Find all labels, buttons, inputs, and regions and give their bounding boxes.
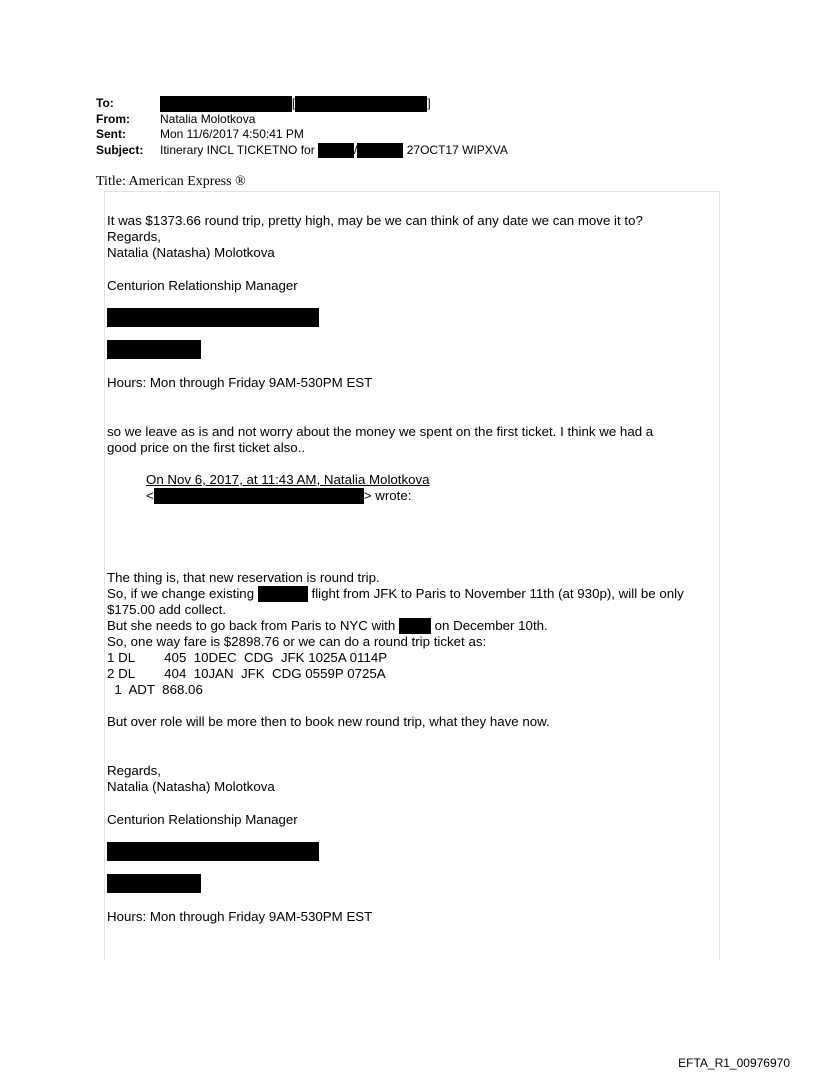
body-line: But she needs to go back from Paris to NYC with on December 10th. — [107, 618, 548, 633]
quote-attribution-email: < > wrote: — [146, 488, 412, 503]
redaction-block — [318, 143, 354, 158]
subject-suffix: 27OCT17 WIPXVA — [406, 142, 508, 157]
quote-attribution: On Nov 6, 2017, at 11:43 AM, Natalia Molotkova — [146, 472, 430, 487]
from-label: From: — [96, 111, 130, 126]
subject-prefix: Itinerary INCL TICKETNO for — [160, 142, 315, 157]
body-line: So, if we change existing flight from JFK to Paris to November 11th (at 930p), will be only — [107, 586, 684, 601]
redaction-block — [107, 874, 201, 893]
sent-label: Sent: — [96, 127, 126, 141]
body-line: good price on the first ticket also.. — [107, 440, 306, 455]
fare-line: 1 ADT 868.06 — [107, 682, 203, 697]
itinerary-line: 1 DL 405 10DEC CDG JFK 1025A 0114P — [107, 650, 388, 665]
to-label: To: — [96, 96, 114, 110]
signature-name: Natalia (Natasha) Molotkova — [107, 245, 275, 260]
subject-label: Subject: — [96, 142, 144, 157]
redaction-block — [160, 96, 292, 112]
body-line: It was $1373.66 round trip, pretty high, may be we can think of any date we can move it to? — [107, 213, 643, 228]
redaction-block — [107, 340, 201, 359]
regards: Regards, — [107, 763, 161, 778]
signature-hours: Hours: Mon through Friday 9AM-530PM EST — [107, 375, 373, 390]
to-bracket-open: [ — [292, 96, 296, 111]
document-id: EFTA_R1_00976970 — [678, 1056, 790, 1070]
document-title: Title: American Express ® — [96, 174, 246, 189]
signature-hours: Hours: Mon through Friday 9AM-530PM EST — [107, 909, 373, 924]
redaction-block — [258, 586, 308, 602]
redaction-block — [357, 143, 403, 158]
body-line: $175.00 add collect. — [107, 602, 227, 617]
signature-role: Centurion Relationship Manager — [107, 812, 298, 827]
body-line: The thing is, that new reservation is round trip. — [107, 570, 380, 585]
redaction-block — [107, 308, 319, 327]
body-line: But over role will be more then to book new round trip, what they have now. — [107, 714, 550, 729]
signature-role: Centurion Relationship Manager — [107, 278, 298, 293]
redaction-block — [295, 96, 427, 112]
from-value: Natalia Molotkova — [160, 111, 256, 126]
redaction-block — [154, 488, 364, 504]
to-bracket-close: ] — [427, 96, 431, 111]
body-line: so we leave as is and not worry about the money we spent on the first ticket. I think we had a — [107, 424, 654, 439]
signature-name: Natalia (Natasha) Molotkova — [107, 779, 275, 794]
sent-value: Mon 11/6/2017 4:50:41 PM — [160, 127, 304, 141]
body-line: So, one way fare is $2898.76 or we can do a round trip ticket as: — [107, 634, 487, 649]
redaction-block — [399, 618, 431, 634]
redaction-block — [107, 842, 319, 861]
regards: Regards, — [107, 229, 161, 244]
subject-slash: / — [354, 142, 358, 157]
itinerary-line: 2 DL 404 10JAN JFK CDG 0559P 0725A — [107, 666, 386, 681]
